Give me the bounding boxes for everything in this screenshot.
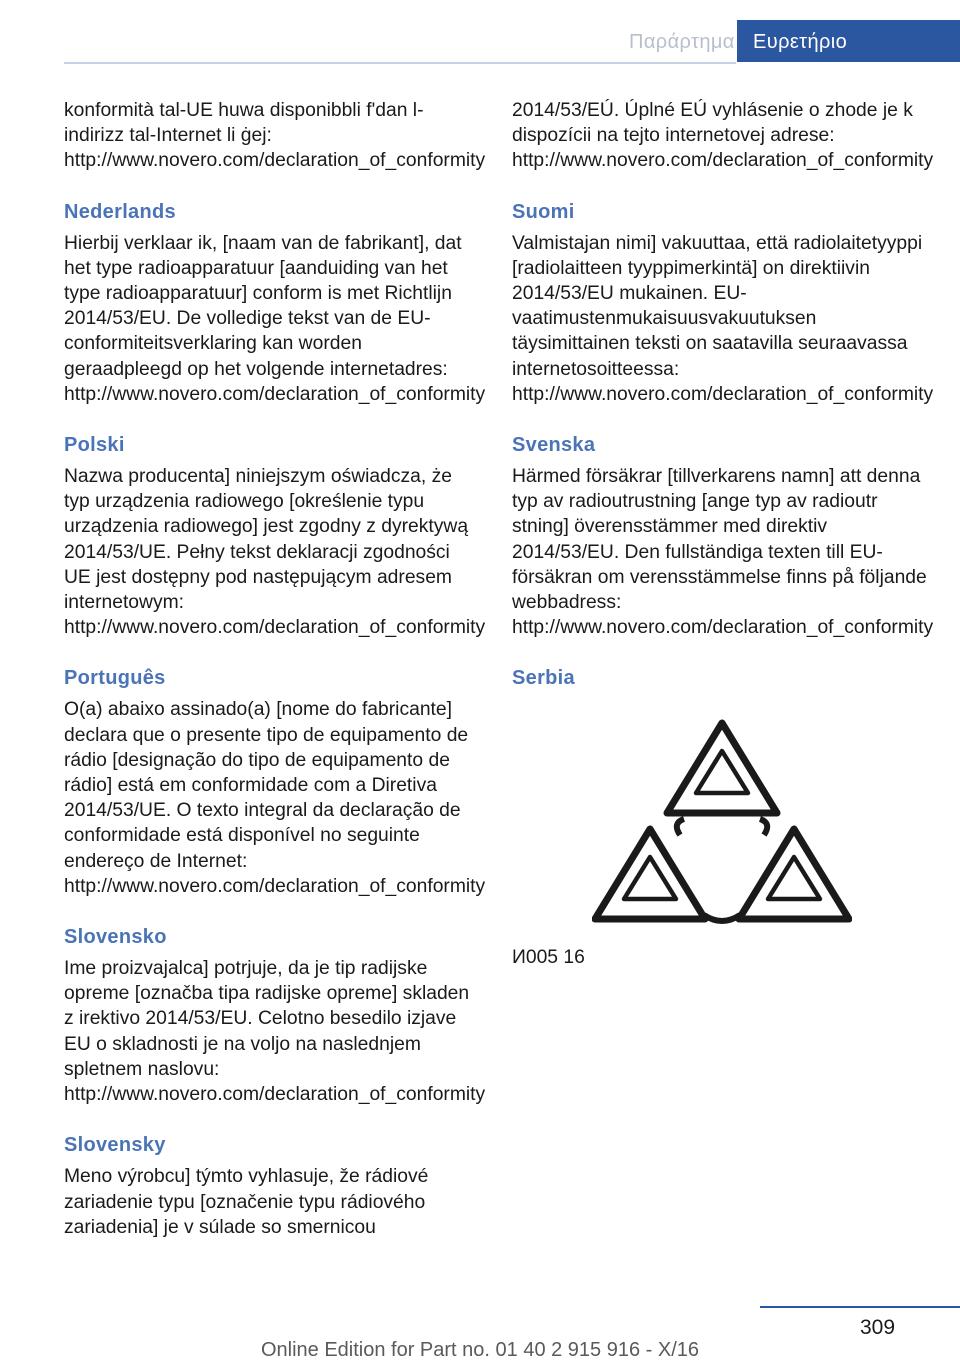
section-title-svenska: Svenska (512, 434, 596, 457)
section-title-suomi: Suomi (512, 200, 575, 223)
header-tabs (613, 20, 960, 62)
section-title-portugues: Português (64, 667, 166, 690)
serbia-caption: И005 16 (512, 947, 585, 969)
serbia-conformity-mark (592, 715, 852, 927)
left-outer-triangle (595, 829, 705, 919)
section-text-slovensko: Ime proizvajalca] potrjuje, da je tip radijske opreme [označba tipa radijske opreme] skladen z irektivo 2014/53/EU. Celotno besedilo izjave EU o skladnosti je na voljo na naslednjem spletnem naslovu: http://www.novero.com/declaration_of_conformity (64, 958, 486, 1106)
section-text-nederlands: Hierbij verklaar ik, [naam van de fabrikant], dat het type radioapparatuur [aanduiding van het type radioapparatuur] conform is met Richtlijn 2014/53/EU. De volledige tekst van de EU-conformiteitsverklaring kan worden geraadpleegd op het volgende internetadres: http://www.novero.com/declaration_of_conformity (64, 232, 486, 405)
section-text-polski: Nazwa producenta] niniejszym oświadcza, że typ urządzenia radiowego [określenie typu urządzenia radiowego] jest zgodny z dyrektywą 2014/53/UE. Pełny tekst deklaracji zgodności UE jest dostępny pod następującym adresem internetowym: http://www.novero.com/declaration_of_conformity (64, 466, 486, 639)
section-text-slovensky: Meno výrobcu] týmto vyhlasuje, že rádiové zariadenie typu [označenie typu rádiového zariadenia] je v súlade so smernicou (64, 1166, 429, 1238)
section-title-nederlands: Nederlands (64, 200, 176, 223)
section-title-slovensko: Slovensko (64, 926, 167, 949)
triple-triangle-icon (592, 715, 852, 927)
section-text-svenska: Härmed försäkrar [tillverkarens namn] att denna typ av radioutrustning [ange typ av radioutr stning] överensstämmer med direktiv 2014/53/EU. Den fullständiga texten till EU-försäkran om verensstämmelse finns på följande webbadress: http://www.novero.com/declaration_of_conformity (512, 466, 934, 639)
left-intro-paragraph: konformità tal-UE huwa disponibbli f'dan l-indirizz tal-Internet li ġej: http://www.novero.com/declaration_of_conformity (64, 100, 486, 172)
tab-index[interactable]: Ευρετήριο (737, 20, 960, 62)
right-intro-paragraph: 2014/53/EÚ. Úplné EÚ vyhlásenie o zhode je k dispozícii na tejto internetovej adrese: http://www.novero.com/declaration_of_conformity (512, 100, 934, 172)
footer-edition: Online Edition for Part no. 01 40 2 915 916 - X/16 (260, 1339, 700, 1361)
right-outer-triangle (739, 829, 849, 919)
section-title-slovensky: Slovensky (64, 1134, 166, 1157)
right-column (512, 98, 932, 970)
section-text-portugues: O(a) abaixo assinado(a) [nome do fabricante] declara que o presente tipo de equipamento de rádio [designação do tipo de equipamento de rádio] está em conformidade com a Diretiva 2014/53/UE. O texto integral da declaração de conformidade está disponível no seguinte endereço de Internet: http://www.novero.com/declaration_of_conformity (64, 699, 486, 897)
section-title-serbia: Serbia (512, 667, 575, 690)
left-column (64, 98, 486, 1265)
tab-appendix[interactable]: Παράρτημα (629, 31, 735, 53)
footer-divider (760, 1306, 960, 1308)
page-number: 309 (860, 1316, 896, 1339)
connector-loops (677, 819, 767, 921)
header-divider (64, 62, 736, 64)
top-outer-triangle (667, 723, 777, 813)
section-text-suomi: Valmistajan nimi] vakuuttaa, että radiolaitetyyppi [radiolaitteen tyyppimerkintä] on direktiivin 2014/53/EU mukainen. EU-vaatimustenmukaisuusvakuutuksen täysimittainen teksti on saatavilla seuraavassa internetosoitteessa: http://www.novero.com/declaration_of_conformity (512, 232, 934, 405)
section-title-polski: Polski (64, 434, 125, 457)
